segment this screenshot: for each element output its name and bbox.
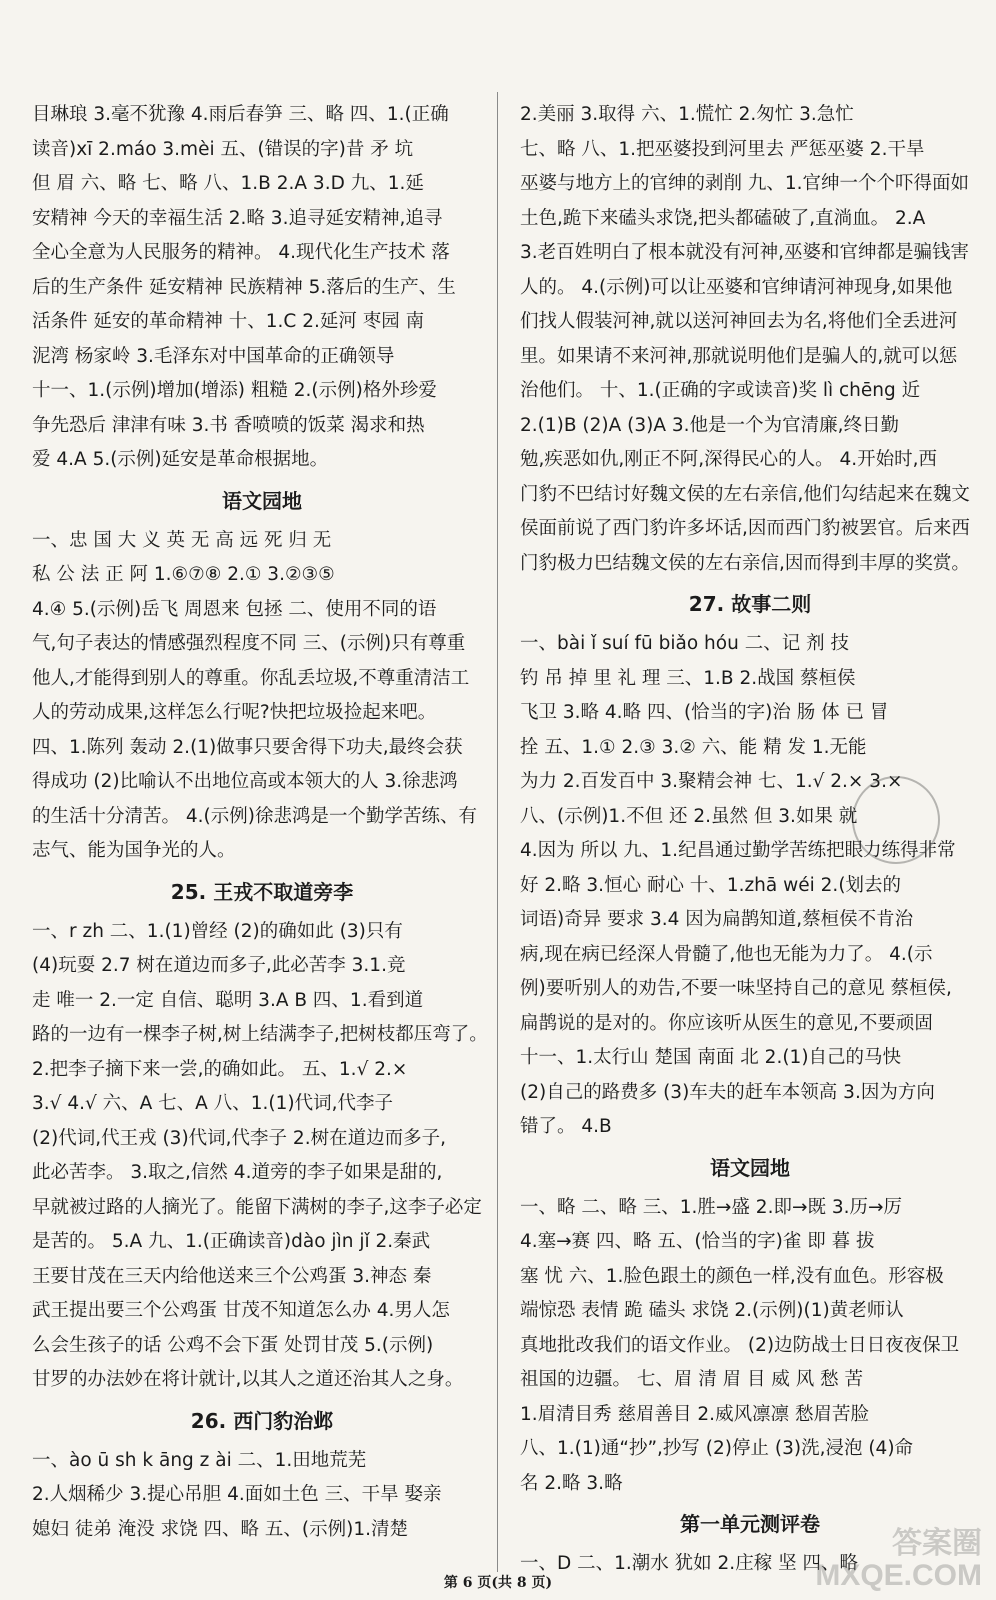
answer-line: 十一、1.(示例)增加(增添) 粗糙 2.(示例)格外珍爱 [32, 380, 437, 401]
watermark-line2: MXQE.COM [815, 1559, 982, 1592]
answer-line: 3.老百姓明白了根本就没有河神,巫婆和官绅都是骗钱害 [520, 242, 970, 263]
answer-line: 1.眉清目秀 慈眉善目 2.威风凛凛 愁眉苦脸 [520, 1403, 869, 1425]
answer-line: 治他们。 十、1.(正确的字或读音)奖 lì chēng 近 [520, 380, 921, 401]
answer-line: 为力 2.百发百中 3.聚精会神 七、1.√ 2.× 3.× [520, 771, 903, 792]
site-watermark [815, 1528, 982, 1592]
answer-line: 八、(示例)1.不但 还 2.虽然 但 3.如果 就 [520, 805, 858, 827]
answer-line: 2.人烟稀少 3.提心吊胆 4.面如土色 三、干旱 娶亲 [32, 1484, 442, 1505]
answer-line: 安精神 今天的幸福生活 2.略 3.追寻延安精神,追寻 [32, 207, 443, 229]
answer-line: 泥湾 杨家岭 3.毛泽东对中国革命的正确领导 [32, 345, 395, 367]
answer-line: 是苦的。 5.A 九、1.(正确读音)dào jìn jǐ 2.秦武 [32, 1231, 431, 1252]
answer-line: 甘罗的办法妙在将计就计,以其人之道还治其人之身。 [32, 1369, 464, 1390]
answer-line: 侯面前说了西门豹许多坏话,因而西门豹被罢官。后来西 [520, 518, 970, 539]
answer-line: 早就被过路的人摘光了。能留下满树的李子,这李子必定 [32, 1196, 482, 1218]
section-heading: 25. 王戎不取道旁李 [170, 879, 354, 904]
section-heading: 26. 西门豹治邺 [190, 1408, 334, 1433]
answer-line: 七、略 八、1.把巫婆投到河里去 严惩巫婆 2.干旱 [520, 138, 925, 160]
section-heading: 语文园地 [222, 488, 302, 513]
answer-line: 4.塞→赛 四、略 五、(恰当的字)雀 即 暮 拔 [520, 1231, 875, 1252]
answer-line: 争先恐后 津津有味 3.书 香喷喷的饭菜 渴求和热 [32, 414, 425, 436]
answer-line: 八、1.(1)通“抄”,抄写 (2)停止 (3)洗,浸泡 (4)命 [520, 1438, 914, 1459]
answer-line: 私 公 法 正 阿 1.⑥⑦⑧ 2.① 3.②③⑤ [32, 564, 335, 585]
answer-line: 扁鹊说的是对的。你应该听从医生的意见,不要顽固 [520, 1012, 933, 1034]
answer-line: 4.因为 所以 九、1.纪昌通过勤学苦练把眼力练得非常 [520, 840, 956, 861]
answer-line: 勉,疾恶如仇,刚正不阿,深得民心的人。 4.开始时,西 [520, 449, 938, 470]
answer-line: 他人,才能得到别人的尊重。你乱丢垃圾,不尊重清洁工 [32, 667, 470, 689]
answer-line: 拴 五、1.① 2.③ 3.② 六、能 精 发 1.无能 [520, 736, 867, 758]
answer-line: 错了。 4.B [520, 1116, 612, 1137]
answer-line: 端惊恐 表情 跪 磕头 求饶 2.(示例)(1)黄老师认 [520, 1300, 904, 1321]
answer-line: 好 2.略 3.恒心 耐心 十、1.zhā wéi 2.(划去的 [520, 874, 902, 896]
answer-line: 飞卫 3.略 4.略 四、(恰当的字)治 肠 体 已 冒 [520, 702, 889, 723]
answer-line: 但 眉 六、略 七、略 八、1.B 2.A 3.D 九、1.延 [32, 173, 424, 194]
answer-line: 四、1.陈列 轰动 2.(1)做事只要舍得下功夫,最终会获 [32, 736, 463, 758]
section-heading: 第一单元测评卷 [680, 1512, 820, 1536]
answer-line: 全心全意为人民服务的精神。 4.现代化生产技术 落 [32, 242, 450, 263]
column-divider [497, 92, 498, 1572]
answer-line: 王要甘茂在三天内给他送来三个公鸡蛋 3.神态 秦 [32, 1265, 432, 1287]
answer-line: 么会生孩子的话 公鸡不会下蛋 处罚甘茂 5.(示例) [32, 1334, 434, 1356]
answer-line: 一、D 二、1.潮水 犹如 2.庄稼 坚 四、略 [520, 1553, 858, 1574]
section-heading: 语文园地 [710, 1155, 790, 1180]
page-number: 第 6 页(共 8 页) [443, 1575, 553, 1591]
answer-line: 2.美丽 3.取得 六、1.慌忙 2.匆忙 3.急忙 [520, 104, 854, 125]
answer-line: 一、ào ū sh k āng z ài 二、1.田地荒芜 [32, 1449, 367, 1471]
answer-line: 土色,跪下来磕头求饶,把头都磕破了,直淌血。 2.A [520, 207, 926, 229]
answer-line: 词语)奇异 要求 3.4 因为扁鹊知道,蔡桓侯不肯治 [520, 909, 914, 930]
answer-line: 得成功 (2)比喻认不出地位高或本领大的人 3.徐悲鸿 [32, 771, 458, 792]
answer-line: 一、忠 国 大 义 英 无 高 远 死 归 无 [32, 529, 332, 551]
section-heading: 27. 故事二则 [688, 592, 812, 616]
answer-line: 人的。 4.(示例)可以让巫婆和官绅请河神现身,如果他 [520, 276, 953, 298]
answer-line: 钓 吊 掉 里 礼 理 三、1.B 2.战国 蔡桓侯 [520, 667, 856, 689]
left-column [32, 98, 492, 1547]
answer-line: (2)代词,代王戎 (3)代词,代李子 2.树在道边而多子, [32, 1127, 446, 1149]
answer-line: 读音)xī 2.máo 3.mèi 五、(错误的字)昔 矛 坑 [32, 138, 414, 160]
answer-line: 2.(1)B (2)A (3)A 3.他是一个为官清廉,终日勤 [520, 414, 899, 436]
answer-line: 一、r zh 二、1.(1)曾经 (2)的确如此 (3)只有 [32, 920, 403, 942]
answer-line: 志气、能为国争光的人。 [32, 840, 236, 861]
answer-line: 此必苦李。 3.取之,信然 4.道旁的李子如果是甜的, [32, 1162, 443, 1183]
answer-line: 2.把李子摘下来一尝,的确如此。 五、1.√ 2.× [32, 1058, 408, 1080]
answer-line: (2)自己的路费多 (3)车夫的赶车本领高 3.因为方向 [520, 1081, 935, 1103]
answer-line: 例)要听别人的劝告,不要一味坚持自己的意见 蔡桓侯, [520, 978, 952, 999]
answer-line: 路的一边有一棵李子树,树上结满李子,把树枝都压弯了。 [32, 1024, 488, 1045]
answer-line: 名 2.略 3.略 [520, 1472, 623, 1494]
answer-line: 后的生产条件 延安精神 民族精神 5.落后的生产、生 [32, 276, 456, 298]
answer-line: 祖国的边疆。 七、眉 清 眉 目 威 风 愁 苦 [520, 1369, 864, 1390]
answer-line: 里。如果请不来河神,那就说明他们是骗人的,就可以惩 [520, 345, 958, 367]
answer-line: 走 唯一 2.一定 自信、聪明 3.A B 四、1.看到道 [32, 989, 424, 1011]
answer-line: 塞 忧 六、1.脸色跟土的颜色一样,没有血色。形容极 [520, 1265, 944, 1287]
answer-line: 病,现在病已经深人骨髓了,他也无能为力了。 4.(示 [520, 943, 933, 965]
answer-line: 爱 4.A 5.(示例)延安是革命根据地。 [32, 449, 329, 470]
answer-line: 3.√ 4.√ 六、A 七、A 八、1.(1)代词,代李子 [32, 1093, 393, 1114]
answer-line: 人的劳动成果,这样怎么行呢?快把垃圾捡起来吧。 [32, 702, 437, 723]
answer-line: 们找人假装河神,就以送河神回去为名,将他们全丢进河 [520, 311, 958, 332]
answer-line: 媳妇 徒弟 淹没 求饶 四、略 五、(示例)1.清楚 [32, 1518, 408, 1540]
answer-line: 武王提出要三个公鸡蛋 甘茂不知道怎么办 4.男人怎 [32, 1300, 450, 1321]
answer-line: 活条件 延安的革命精神 十、1.C 2.延河 枣园 南 [32, 311, 425, 332]
answer-line: 4.④ 5.(示例)岳飞 周恩来 包拯 二、使用不同的语 [32, 598, 437, 620]
stamp-watermark [852, 776, 940, 864]
answer-line: 门豹不巴结讨好魏文侯的左右亲信,他们勾结起来在魏文 [520, 483, 970, 505]
answer-line: 气,句子表达的情感强烈程度不同 三、(示例)只有尊重 [32, 633, 466, 654]
answer-line: 一、bài ǐ suí fū biǎo hóu 二、记 剂 技 [520, 633, 849, 654]
watermark-line1: 答案圈 [892, 1527, 982, 1560]
answer-line: 巫婆与地方上的官绅的剥削 九、1.官绅一个个吓得面如 [520, 173, 970, 194]
answer-line: 十一、1.太行山 楚国 南面 北 2.(1)自己的马快 [520, 1047, 902, 1068]
answer-line: 一、略 二、略 三、1.胜→盛 2.即→既 3.历→厉 [520, 1196, 902, 1218]
answer-line: 门豹极力巴结魏文侯的左右亲信,因而得到丰厚的奖赏。 [520, 552, 970, 574]
answer-line: 的生活十分清苦。 4.(示例)徐悲鸿是一个勤学苦练、有 [32, 805, 477, 827]
answer-line: 目琳琅 3.毫不犹豫 4.雨后春笋 三、略 四、1.(正确 [32, 104, 449, 125]
answer-line: (4)玩耍 2.7 树在道边而多子,此必苦李 3.1.竞 [32, 955, 406, 976]
answer-line: 真地批改我们的语文作业。 (2)边防战士日日夜夜保卫 [520, 1334, 960, 1356]
